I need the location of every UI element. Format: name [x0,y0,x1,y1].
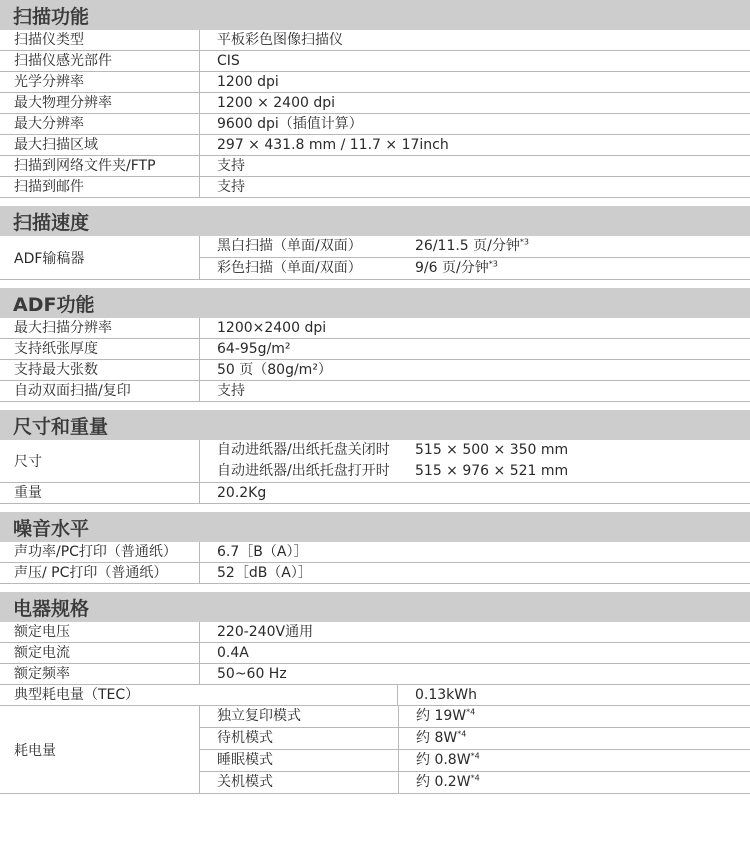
row-label: 最大扫描区域 [0,135,200,155]
section-scan [0,0,750,198]
table-row [0,114,750,135]
group-label: ADF输稿器 [0,236,200,279]
table-row [200,728,750,750]
table-row [0,72,750,93]
section-title: 电器规格 [0,592,750,622]
section-noise [0,512,750,584]
table-row [0,177,750,198]
row-label: 光学分辨率 [0,72,200,92]
table-group [0,706,750,794]
row-label: 扫描到网络文件夹/FTP [0,156,200,176]
row-value: 297 × 431.8 mm / 11.7 × 17inch [217,137,449,153]
row-label: 支持纸张厚度 [0,339,200,359]
row-value: 515 × 500 × 350 mm [415,442,569,458]
row-label: 支持最大张数 [0,360,200,380]
row-label: 额定电压 [0,622,200,642]
row-mode: 睡眠模式 [217,752,273,768]
table-row [0,339,750,360]
row-mode: 独立复印模式 [217,708,301,724]
table-row [0,643,750,664]
row-label: 扫描到邮件 [0,177,200,197]
row-mode: 关机模式 [217,774,273,790]
row-mode: 黑白扫描（单面/双面） [217,238,362,254]
table-row [0,685,750,706]
table-row [0,30,750,51]
table-row [200,750,750,772]
row-value: 9/6 页/分钟$^{*3}$ [415,259,498,276]
row-label: 扫描仪类型 [0,30,200,50]
row-value: 52［dB（A）］ [217,565,312,581]
table-row [0,664,750,685]
row-mode: 自动进纸器/出纸托盘关闭时 [217,442,390,458]
row-value: 9600 dpi（插值计算） [217,116,363,132]
row-value: 1200 dpi [217,74,279,90]
row-value: CIS [217,53,240,69]
table-row [0,381,750,402]
table-row [0,135,750,156]
row-mode: 自动进纸器/出纸托盘打开时 [217,463,390,479]
section-title: 噪音水平 [0,512,750,542]
row-label: 额定电流 [0,643,200,663]
section-title: 扫描速度 [0,206,750,236]
section-adf [0,288,750,402]
table-row [200,258,750,279]
row-label: 典型耗电量（TEC） [0,685,398,705]
table-row [200,440,750,461]
row-value: 支持 [217,179,245,195]
row-value: 平板彩色图像扫描仪 [217,32,343,48]
row-value: 220-240V通用 [217,624,314,640]
table-row [0,483,750,504]
row-value: 50 页（80g/m²） [217,362,332,378]
table-row [0,542,750,563]
row-label: 声压/ PC打印（普通纸） [0,563,200,583]
table-row [0,51,750,72]
section-title: 尺寸和重量 [0,410,750,440]
row-value: 64-95g/m² [217,341,291,357]
table-row [0,93,750,114]
row-value: 0.13kWh [415,687,477,703]
row-label: 声功率/PC打印（普通纸） [0,542,200,562]
row-value: 支持 [217,158,245,174]
table-group [0,236,750,280]
footnote-mark: *3 [519,237,529,247]
row-label: 扫描仪感光部件 [0,51,200,71]
footnote-mark: *4 [457,729,467,739]
row-value: 约 $8W^{*4}$ [398,728,750,749]
group-label: 尺寸 [0,440,200,482]
row-value: 50~60 Hz [217,666,287,682]
section-power [0,592,750,794]
row-value: 20.2Kg [217,485,267,501]
table-row [200,772,750,793]
section-speed [0,206,750,280]
row-label: 自动双面扫描/复印 [0,381,200,401]
row-value: 约 $19W^{*4}$ [398,706,750,727]
row-label: 最大物理分辨率 [0,93,200,113]
row-value: 约 $0.8W^{*4}$ [398,750,750,771]
row-value: 515 × 976 × 521 mm [415,463,569,479]
footnote-mark: *4 [470,773,480,783]
section-title: ADF功能 [0,288,750,318]
row-value: 6.7［B（A）］ [217,544,308,560]
row-value: 1200×2400 dpi [217,320,327,336]
row-value: 约 $0.2W^{*4}$ [398,772,750,793]
row-label: 重量 [0,483,200,503]
table-row [200,461,750,482]
footnote-mark: *4 [470,751,480,761]
section-title: 扫描功能 [0,0,750,30]
table-row [200,236,750,258]
footnote-mark: *4 [466,707,476,717]
table-row [0,360,750,381]
row-value: 支持 [217,383,245,399]
row-value: 26/11.5 页/分钟$^{*3}$ [415,237,529,254]
row-value: 0.4A [217,645,249,661]
table-group [0,440,750,483]
section-size [0,410,750,504]
row-label: 额定频率 [0,664,200,684]
group-label: 耗电量 [0,706,200,793]
row-value: 1200 × 2400 dpi [217,95,336,111]
table-row [0,563,750,584]
footnote-mark: *3 [488,259,498,269]
row-mode: 彩色扫描（单面/双面） [217,260,362,276]
table-row [0,156,750,177]
row-label: 最大扫描分辨率 [0,318,200,338]
table-row [0,318,750,339]
row-label: 最大分辨率 [0,114,200,134]
table-row [200,706,750,728]
table-row [0,622,750,643]
row-mode: 待机模式 [217,730,273,746]
